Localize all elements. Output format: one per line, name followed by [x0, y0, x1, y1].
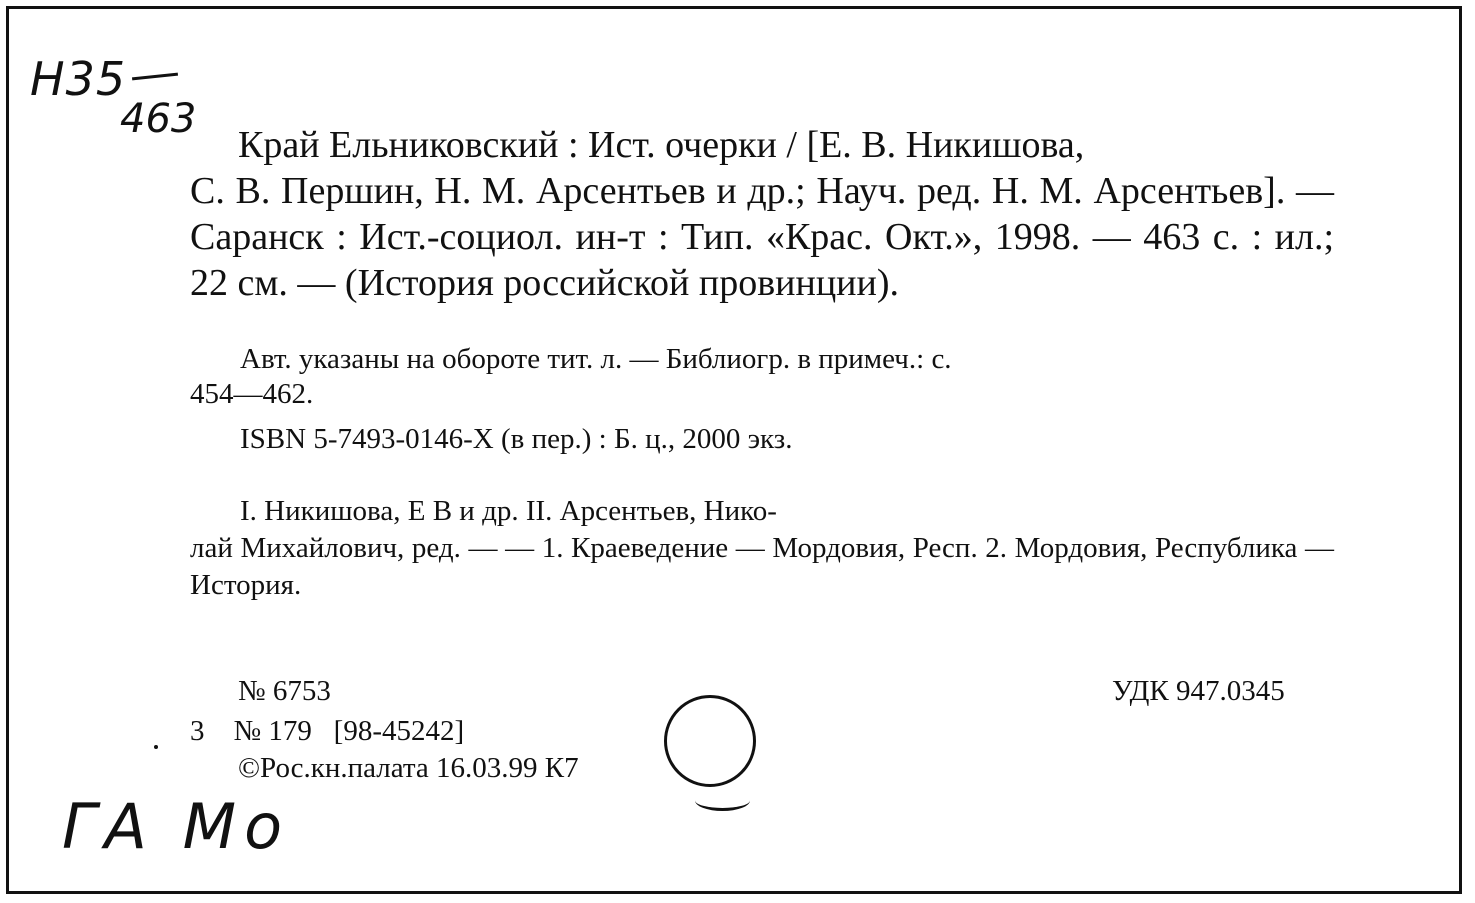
ink-dot [154, 745, 158, 749]
bibliographic-record [190, 122, 1334, 306]
authors-note-line2: 454—462. [190, 378, 314, 410]
circle-stamp [664, 695, 756, 787]
registration-line [190, 715, 464, 748]
card-number: № 6753 [238, 675, 331, 707]
record-title-line: Край Ельниковский : Ист. очерки / [Е. В. Никишова, [238, 124, 1085, 166]
handwritten-archive-note: ГА Мо [62, 790, 291, 863]
udk-code: УДК 947.0345 [1112, 675, 1285, 707]
subjects-rest: лай Михайлович, ред. — — 1. Краеведение — Мордовия, Респ. 2. Мордовия, Республика — История. [190, 532, 1334, 601]
subjects-line1: I. Никишова, Е В и др. II. Арсентьев, Нико- [240, 495, 777, 527]
registration-code: [98-45242] [333, 715, 465, 747]
stamp-underline [695, 790, 750, 811]
authors-note [190, 342, 1334, 412]
authors-note-line1: Авт. указаны на обороте тит. л. — Библиогр. в примеч.: с. [240, 343, 952, 375]
isbn-line: ISBN 5-7493-0146-X (в пер.) : Б. ц., 2000 экз. [240, 423, 793, 455]
handwritten-cipher-top: Н35 [30, 52, 127, 106]
registration-prefix: 3 [190, 715, 205, 747]
record-body: С. В. Першин, Н. М. Арсентьев и др.; Науч. ред. Н. М. Арсентьев]. — Саранск : Ист.-социол. ин-т : Тип. «Крас. Окт.», 1998. — 463 с. : ил.; 22 см. — (История российской провинции). [190, 170, 1334, 304]
handwritten-cipher-bottom: 463 [120, 96, 197, 142]
subject-entries [190, 493, 1334, 604]
publisher-chamber-line: ©Рос.кн.палата 16.03.99 К7 [238, 752, 579, 784]
registration-number: № 179 [233, 715, 312, 747]
